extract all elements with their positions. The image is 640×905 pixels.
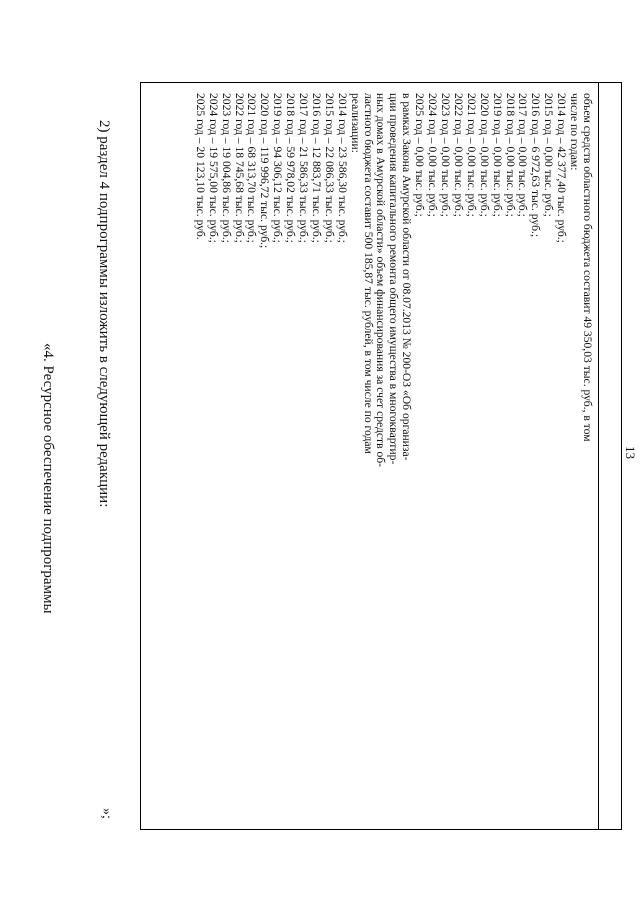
regional-year-line: 2022 год – 0,00 тыс. руб.; <box>451 93 465 217</box>
law-year-line: 2016 год – 12 883,71 тыс. руб.; <box>309 93 323 243</box>
law-year-line: 2024 год – 19 575,00 тыс. руб.; <box>206 93 220 243</box>
regional-year-line: 2015 год – 0,00 тыс. руб.; <box>542 93 556 217</box>
table-header-row <box>598 83 621 829</box>
regional-year-line: 2025 год – 0,00 тыс. руб.; <box>413 93 427 217</box>
regional-year-line: 2024 год – 0,00 тыс. руб.; <box>426 93 440 217</box>
resource-table <box>140 82 622 830</box>
law-paragraph-line: в рамках Закона Амурской области от 08.07.2013 № 200-ОЗ «Об организа- <box>400 93 414 461</box>
law-year-line: 2018 год – 59 978,02 тыс. руб.; <box>284 93 298 243</box>
section-heading: «4. Ресурсное обеспечение подпрограммы <box>40 343 56 614</box>
law-year-line: 2017 год – 21 586,33 тыс. руб.; <box>297 93 311 243</box>
regional-year-line: 2017 год – 0,00 тыс. руб.; <box>516 93 530 217</box>
law-year-line: 2020 год – 119 996,72 тыс. руб.; <box>258 93 272 249</box>
law-year-line: 2015 год – 22 086,33 тыс. руб.; <box>322 93 336 243</box>
intro-line: объем средств областного бюджета составит 49 350,03 тыс. руб., в том <box>581 93 594 442</box>
table-cell-financing <box>147 93 593 815</box>
law-paragraph-line: реализации: <box>348 93 362 153</box>
law-paragraph-line: ных домах в Амурской области» объем финансирования за счет средств об- <box>374 93 388 468</box>
law-year-line: 2023 год – 19 004,86 тыс. руб.; <box>219 93 233 243</box>
law-year-line: 2025 год – 20 123,10 тыс. руб. <box>193 93 207 240</box>
regional-year-line: 2018 год – 0,00 тыс. руб.; <box>503 93 517 217</box>
page-number: 13 <box>623 446 638 459</box>
regional-year-line: 2023 год – 0,00 тыс. руб.; <box>439 93 453 217</box>
law-year-line: 2019 год – 94 306,12 тыс. руб.; <box>271 93 285 243</box>
regional-year-line: 2014 год – 42 377,40 тыс. руб.; <box>555 93 569 243</box>
closing-quote-mark: »; <box>99 808 114 819</box>
amendment-instruction: 2) раздел 4 подпрограммы изложить в следующей редакции: <box>96 120 112 508</box>
law-paragraph-line: ластного бюджета составит 500 185,87 тыс. рублей, в том числе по годам <box>361 93 375 454</box>
intro-line: числе по годам: <box>568 93 582 171</box>
law-year-line: 2022 год – 18 745,68 тыс. руб.; <box>232 93 246 243</box>
regional-year-line: 2016 год – 6 972,63 тыс. руб.; <box>529 93 543 238</box>
regional-year-line: 2020 год – 0,00 тыс. руб.; <box>477 93 491 217</box>
law-year-line: 2014 год – 23 586,30 тыс. руб.; <box>335 93 349 243</box>
law-paragraph-line: ции проведения капитального ремонта общего имущества в многоквартир- <box>387 93 401 465</box>
regional-year-line: 2019 год – 0,00 тыс. руб.; <box>490 93 504 217</box>
regional-year-line: 2021 год – 0,00 тыс. руб.; <box>464 93 478 217</box>
law-year-line: 2021 год – 68 313,70 тыс. руб.; <box>245 93 259 243</box>
